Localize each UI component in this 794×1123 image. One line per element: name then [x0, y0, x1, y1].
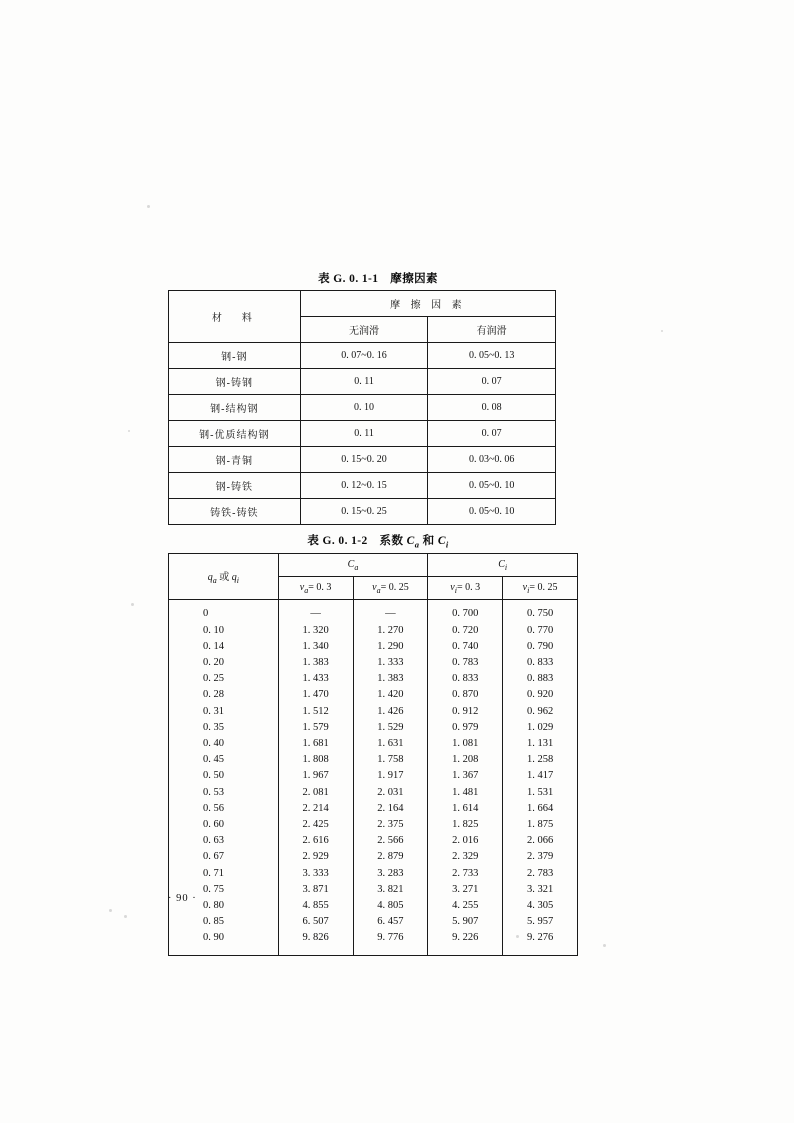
nu-value: = 0. 3: [456, 581, 481, 593]
table-cell: 2. 031: [377, 786, 404, 798]
table-cell: 0. 720: [452, 624, 479, 636]
header-nu-a-025: [353, 577, 428, 600]
nu-symbol: ν: [299, 581, 305, 593]
table-cell: 2. 379: [526, 851, 554, 863]
table-cell: 0. 67: [203, 851, 224, 863]
nu-sub-a: a: [376, 585, 381, 595]
table-cell: 1. 875: [526, 818, 554, 830]
table-cell: 0. 979: [452, 721, 479, 733]
header-ci-sub: i: [504, 562, 508, 572]
table-cell: 0. 14: [203, 640, 224, 652]
table-cell: 1. 967: [302, 770, 329, 782]
table-cell: 1. 417: [526, 770, 554, 782]
table-cell: 1. 131: [526, 737, 554, 749]
table2-caption-prefix: 表 G. 0. 1-2 系数: [307, 535, 407, 547]
table-cell: 1. 470: [302, 689, 329, 701]
ca-025-value-list: [354, 606, 428, 946]
table-cell: 1. 808: [302, 754, 329, 766]
table2-caption-ci: C: [437, 535, 446, 547]
table2-caption-ci-sub: i: [445, 539, 449, 550]
table-cell: 1. 258: [526, 754, 554, 766]
table-cell: 0. 750: [526, 608, 554, 620]
friction-factor-table: [168, 290, 556, 525]
table-cell: 1. 383: [377, 673, 404, 685]
table2-caption-ca-sub: a: [414, 539, 420, 550]
cell-no-lub: 0. 10: [300, 395, 428, 421]
ci-03-value-list: [428, 606, 502, 946]
table-cell: 2. 929: [302, 851, 329, 863]
table-cell: 1. 340: [302, 640, 329, 652]
nu-value: = 0. 3: [308, 581, 332, 593]
header-q-symbol: q: [207, 572, 213, 584]
cell-material: 钢-青铜: [169, 447, 301, 473]
nu-sub-i: i: [527, 585, 530, 595]
table-cell: 4. 305: [526, 899, 554, 911]
table-cell: 2. 733: [452, 867, 479, 879]
table-row: [169, 395, 556, 421]
table-cell: 1. 383: [302, 656, 329, 668]
cell-material: 钢-结构钢: [169, 395, 301, 421]
table-cell: 1. 333: [377, 656, 404, 668]
table-cell: 0. 53: [203, 786, 224, 798]
table-cell: 1. 433: [302, 673, 329, 685]
table-header-row: [169, 291, 556, 317]
table-cell: 1. 426: [377, 705, 404, 717]
table-cell: 0. 63: [203, 835, 224, 847]
header-ci-symbol: C: [498, 558, 505, 570]
cell-no-lub: 0. 11: [300, 421, 428, 447]
nu-sub-i: i: [454, 585, 457, 595]
table-cell: 0. 10: [203, 624, 224, 636]
table-cell: 0. 783: [452, 656, 479, 668]
scan-speck: [603, 944, 606, 947]
nu-value: = 0. 25: [529, 581, 558, 593]
table-cell: 0. 700: [452, 608, 479, 620]
header-q-or: 或: [216, 572, 232, 584]
table-header-row: [169, 554, 578, 577]
header-nu-i-025: [503, 577, 578, 600]
table-cell: 2. 616: [302, 835, 329, 847]
table2-caption: [168, 532, 588, 549]
table2-caption-mid: 和: [419, 535, 438, 547]
table-cell: 0. 28: [203, 689, 224, 701]
header-ca-sub: a: [354, 562, 359, 572]
header-ci: [428, 554, 578, 577]
table-cell: 6. 507: [302, 916, 329, 928]
ci-025-value-list: [503, 606, 577, 946]
table-cell: 0: [203, 608, 209, 620]
header-q-sub-i: i: [236, 576, 239, 586]
table-cell: 4. 805: [377, 899, 404, 911]
table-cell: 1. 270: [377, 624, 404, 636]
table-cell: 1. 529: [377, 721, 404, 733]
table-row: [169, 473, 556, 499]
table-cell: 2. 164: [377, 802, 404, 814]
table-cell: 5. 957: [526, 916, 554, 928]
cell-material: 钢-铸钢: [169, 369, 301, 395]
table1-caption: 表 G. 0. 1-1 摩擦因素: [318, 273, 438, 285]
table-cell: 0. 45: [203, 754, 224, 766]
table-cell: 3. 333: [302, 867, 329, 879]
header-q-sub-a: a: [212, 576, 217, 586]
header-nu-i-03: [428, 577, 503, 600]
nu-symbol: ν: [372, 581, 377, 593]
table-cell: 1. 825: [452, 818, 479, 830]
table2-caption-ca: C: [406, 535, 415, 547]
table-cell: 2. 425: [302, 818, 329, 830]
table-cell: 1. 208: [452, 754, 479, 766]
table-cell: 0. 740: [452, 640, 479, 652]
table-cell: 9. 826: [302, 932, 329, 944]
column-ci-03: [428, 600, 503, 955]
header-friction: 摩 擦 因 素: [300, 291, 555, 317]
table-cell: 2. 879: [377, 851, 404, 863]
table-row: [169, 369, 556, 395]
table-cell: 0. 25: [203, 673, 224, 685]
table-cell: 3. 271: [452, 883, 479, 895]
table-cell: 1. 290: [377, 640, 404, 652]
table-cell: 1. 917: [377, 770, 404, 782]
table-cell: 4. 855: [302, 899, 329, 911]
table-cell: 1. 664: [526, 802, 554, 814]
document-content: [168, 270, 588, 956]
column-ca-025: [353, 600, 428, 955]
table-cell: 2. 016: [452, 835, 479, 847]
table-cell: 0. 833: [526, 656, 554, 668]
cell-no-lub: 0. 12~0. 15: [300, 473, 428, 499]
header-lubrication: 有润滑: [428, 317, 556, 343]
table-cell: 0. 833: [452, 673, 479, 685]
table-cell: —: [310, 608, 321, 620]
table-cell: 1. 631: [377, 737, 404, 749]
table-cell: 3. 283: [377, 867, 404, 879]
scan-speck: [128, 430, 130, 432]
nu-value: = 0. 25: [380, 581, 409, 593]
table-cell: 5. 907: [452, 916, 479, 928]
table-row: [169, 343, 556, 369]
table-cell: 0. 790: [526, 640, 554, 652]
header-no-lubrication: 无润滑: [300, 317, 428, 343]
header-ca: [278, 554, 428, 577]
cell-lub: 0. 05~0. 10: [428, 473, 556, 499]
table-cell: 0. 80: [203, 899, 224, 911]
table-cell: 4. 255: [452, 899, 479, 911]
cell-lub: 0. 07: [428, 369, 556, 395]
table-cell: 3. 321: [526, 883, 554, 895]
table-cell: 1. 481: [452, 786, 479, 798]
table-cell: 1. 512: [302, 705, 329, 717]
table-row: [169, 499, 556, 525]
cell-material: 钢-铸铁: [169, 473, 301, 499]
table-cell: 1. 420: [377, 689, 404, 701]
table-cell: 0. 31: [203, 705, 224, 717]
table-cell: 0. 870: [452, 689, 479, 701]
table-cell: 0. 75: [203, 883, 224, 895]
header-nu-a-03: [278, 577, 353, 600]
table-data-body-row: [169, 600, 578, 955]
cell-material: 铸铁-铸铁: [169, 499, 301, 525]
table-cell: 1. 531: [526, 786, 554, 798]
table-row: [169, 421, 556, 447]
nu-symbol: ν: [522, 581, 528, 593]
table-cell: 1. 367: [452, 770, 479, 782]
table-cell: 0. 770: [526, 624, 554, 636]
table-cell: 2. 375: [377, 818, 404, 830]
scan-speck: [661, 330, 663, 332]
table-cell: 0. 56: [203, 802, 224, 814]
cell-lub: 0. 08: [428, 395, 556, 421]
table-cell: 1. 081: [452, 737, 479, 749]
table-cell: 2. 566: [377, 835, 404, 847]
table-cell: 0. 90: [203, 932, 224, 944]
cell-lub: 0. 05~0. 13: [428, 343, 556, 369]
cell-lub: 0. 05~0. 10: [428, 499, 556, 525]
table-cell: 1. 681: [302, 737, 329, 749]
table-cell: 9. 776: [377, 932, 404, 944]
table-cell: 0. 50: [203, 770, 224, 782]
scan-speck: [131, 603, 134, 606]
scan-speck: [147, 205, 150, 208]
table-cell: 0. 85: [203, 916, 224, 928]
column-ci-025: [503, 600, 578, 955]
table-cell: 9. 226: [452, 932, 479, 944]
cell-lub: 0. 07: [428, 421, 556, 447]
scan-speck: [109, 909, 112, 912]
table-cell: 2. 081: [302, 786, 329, 798]
table-cell: 2. 214: [302, 802, 329, 814]
table-cell: 1. 758: [377, 754, 404, 766]
cell-no-lub: 0. 15~0. 25: [300, 499, 428, 525]
table-row: [169, 447, 556, 473]
column-ca-03: [278, 600, 353, 955]
table-cell: 0. 912: [452, 705, 479, 717]
table-cell: 1. 320: [302, 624, 329, 636]
cell-no-lub: 0. 07~0. 16: [300, 343, 428, 369]
table-cell: 3. 871: [302, 883, 329, 895]
header-ca-symbol: C: [347, 558, 355, 570]
table-cell: 1. 579: [302, 721, 329, 733]
nu-symbol: ν: [450, 581, 455, 593]
table-cell: 3. 821: [377, 883, 404, 895]
header-material: 材 料: [169, 291, 301, 343]
cell-lub: 0. 03~0. 06: [428, 447, 556, 473]
ca-03-value-list: [279, 606, 353, 946]
cell-no-lub: 0. 15~0. 20: [300, 447, 428, 473]
table-cell: 2. 066: [526, 835, 554, 847]
cell-material: 钢-优质结构钢: [169, 421, 301, 447]
table-cell: 1. 614: [452, 802, 479, 814]
cell-no-lub: 0. 11: [300, 369, 428, 395]
cell-material: 钢-钢: [169, 343, 301, 369]
table-cell: 1. 029: [526, 721, 554, 733]
table-cell: —: [385, 608, 396, 620]
table-cell: 0. 35: [203, 721, 224, 733]
table-cell: 2. 329: [452, 851, 479, 863]
header-q: [169, 554, 279, 600]
nu-sub-a: a: [304, 585, 309, 595]
table-cell: 0. 920: [526, 689, 554, 701]
table-cell: 0. 71: [203, 867, 224, 879]
coefficient-table: [168, 553, 578, 955]
table-cell: 0. 40: [203, 737, 224, 749]
table-cell: 0. 883: [526, 673, 554, 685]
table-cell: 6. 457: [377, 916, 404, 928]
table-cell: 0. 962: [526, 705, 554, 717]
table-cell: 2. 783: [526, 867, 554, 879]
header-q-symbol2: q: [231, 572, 237, 584]
table-cell: 0. 20: [203, 656, 224, 668]
page-number: · 90 ·: [168, 893, 197, 904]
table-cell: 0. 60: [203, 818, 224, 830]
scan-speck: [124, 915, 127, 918]
table-cell: 9. 276: [526, 932, 554, 944]
